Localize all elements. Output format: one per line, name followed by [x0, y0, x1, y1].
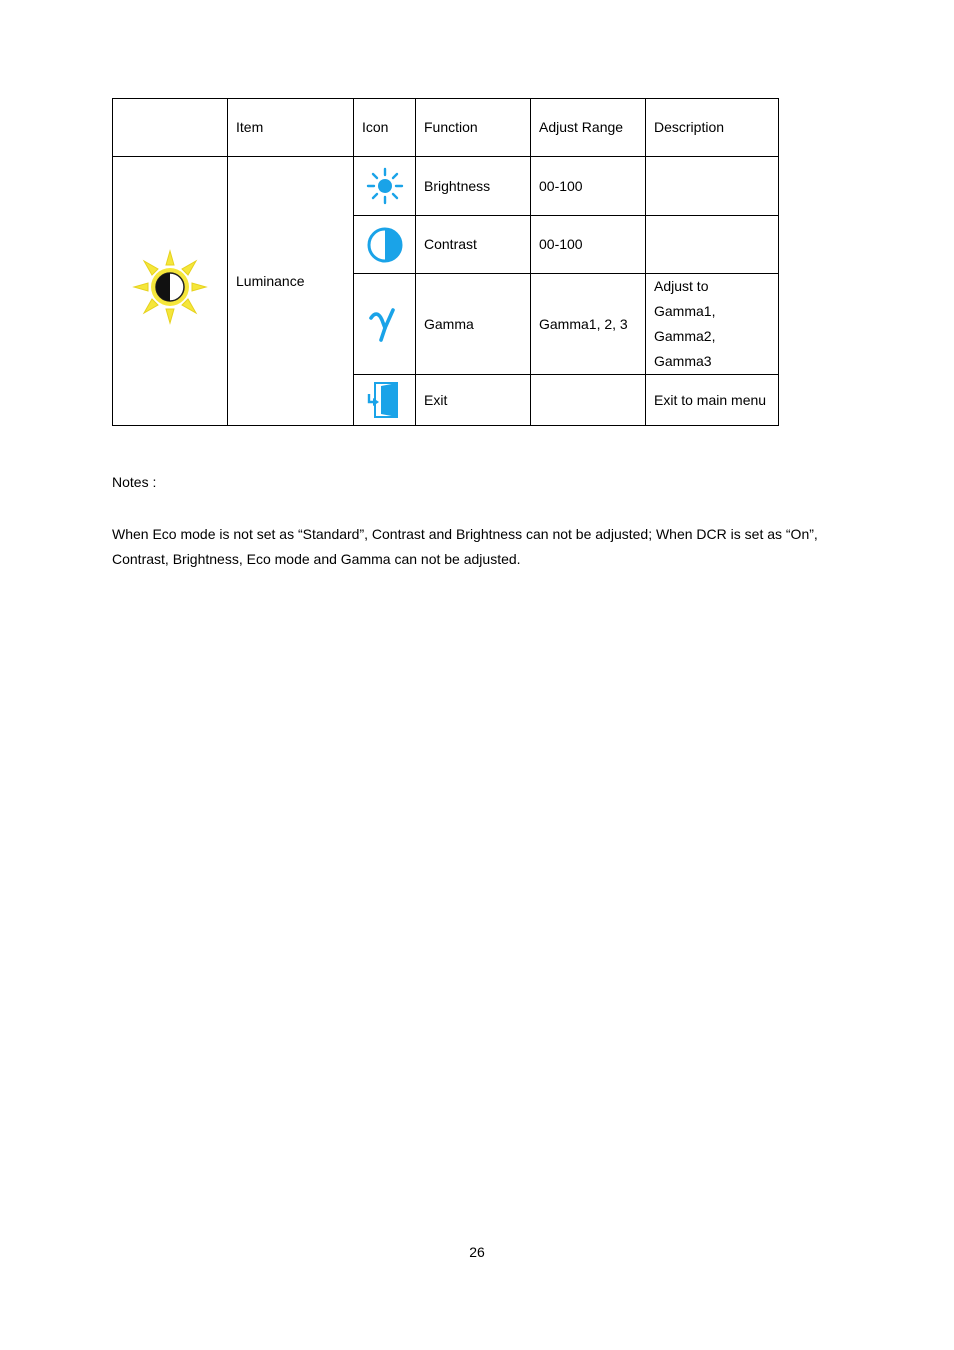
range-contrast: 00-100	[531, 216, 646, 274]
description-gamma	[646, 274, 779, 375]
description-gamma-line: Gamma1,	[654, 303, 716, 319]
table-row	[113, 157, 779, 216]
function-gamma: Gamma	[416, 274, 531, 375]
header-adjust-range: Adjust Range	[531, 99, 646, 157]
description-brightness	[646, 157, 779, 216]
osd-settings-table	[112, 98, 779, 426]
header-item: Item	[228, 99, 354, 157]
notes-text	[112, 522, 852, 572]
description-gamma-line: Gamma3	[654, 353, 712, 369]
notes-label: Notes :	[112, 474, 157, 490]
notes-line: Contrast, Brightness, Eco mode and Gamma can not be adjusted.	[112, 551, 521, 567]
header-function: Function	[416, 99, 531, 157]
header-description: Description	[646, 99, 779, 157]
description-contrast	[646, 216, 779, 274]
description-exit: Exit to main menu	[646, 375, 779, 426]
function-exit: Exit	[416, 375, 531, 426]
range-exit	[531, 375, 646, 426]
item-luminance: Luminance	[228, 157, 354, 426]
range-brightness: 00-100	[531, 157, 646, 216]
notes-line: When Eco mode is not set as “Standard”, Contrast and Brightness can not be adjusted; When DCR is set as “On”,	[112, 526, 818, 542]
gamma-icon	[354, 274, 416, 375]
brightness-icon	[354, 157, 416, 216]
exit-icon	[354, 375, 416, 426]
range-gamma: Gamma1, 2, 3	[531, 274, 646, 375]
header-blank	[113, 99, 228, 157]
description-gamma-line: Adjust to	[654, 278, 709, 294]
function-brightness: Brightness	[416, 157, 531, 216]
header-icon: Icon	[354, 99, 416, 157]
function-contrast: Contrast	[416, 216, 531, 274]
page-number: 26	[469, 1244, 485, 1260]
luminance-sun-icon	[113, 157, 228, 426]
description-gamma-line: Gamma2,	[654, 328, 716, 344]
table-header-row	[113, 99, 779, 157]
contrast-icon	[354, 216, 416, 274]
